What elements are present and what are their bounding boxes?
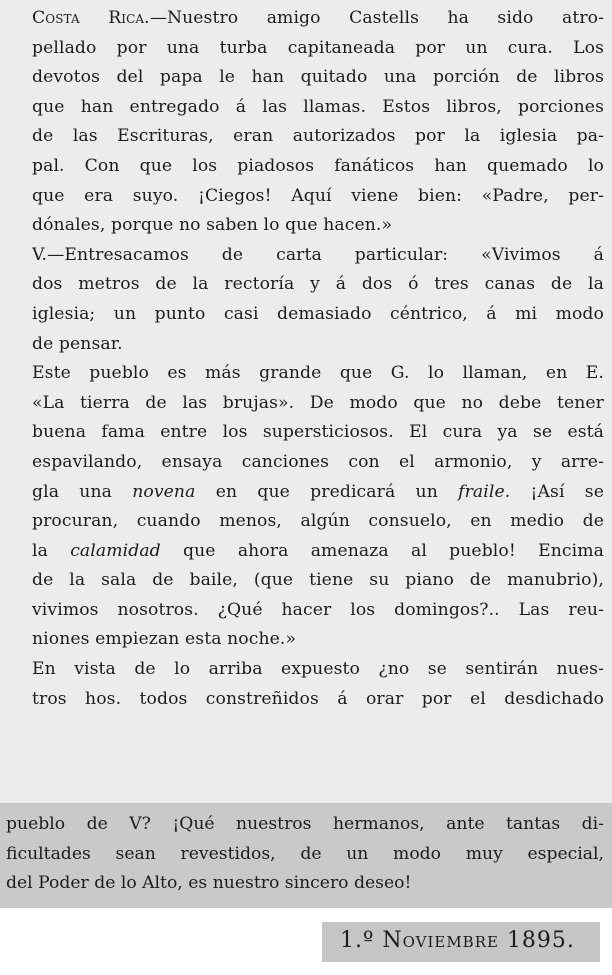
text-run: ¡Así se	[510, 481, 604, 502]
text-run: la	[32, 540, 71, 561]
text-line: devotos del papa le han quitado una porción de libros	[32, 67, 604, 88]
text-line: del Poder de lo Alto, es nuestro sincero deseo!	[6, 873, 412, 894]
article-body-continued	[6, 810, 604, 899]
text-line: de las Escrituras, eran autorizados por la iglesia pa-	[32, 126, 604, 147]
text-line: ficultades sean revestidos, de un modo muy especial,	[6, 843, 604, 864]
section-heading: Costa Rica.	[32, 8, 150, 28]
paragraph-costa-rica	[6, 4, 604, 241]
text-line: vivimos nosotros. ¿Qué hacer los domingos?.. Las reu-	[32, 599, 604, 620]
text-line	[6, 537, 604, 567]
text-line: pueblo de V? ¡Qué nuestros hermanos, ante tantas di-	[6, 814, 604, 834]
text-line: En vista de lo arriba expuesto ¿no se sentirán nues-	[32, 659, 604, 680]
text-line: de pensar.	[32, 333, 123, 354]
text-line: que era suyo. ¡Ciegos! Aquí viene bien: «Padre, per-	[32, 185, 604, 206]
text-line: dos metros de la rectoría y á dos ó tres canas de la	[32, 274, 604, 295]
italic-word: fraile.	[458, 481, 511, 502]
text-line: V.—Entresacamos de carta particular: «Vivimos á	[32, 244, 604, 265]
text-run: gla una	[32, 481, 133, 502]
text-run: —Nuestro amigo Castells ha sido atro-	[149, 8, 604, 28]
text-line: que han entregado á las llamas. Estos libros, porciones	[32, 96, 604, 117]
text-line: «La tierra de las brujas». De modo que no debe tener	[32, 392, 604, 413]
text-run: en que predicará un	[195, 481, 459, 502]
text-run: que ahora amenaza al pueblo! Encima	[160, 540, 604, 561]
paragraph-v-letter	[6, 241, 604, 359]
article-body	[6, 4, 604, 714]
paragraph-pueblo	[6, 359, 604, 655]
text-line	[6, 4, 604, 34]
text-line: tros hos. todos constreñidos á orar por el desdichado	[32, 688, 604, 709]
text-line: dónales, porque no saben lo que hacen.»	[32, 215, 393, 236]
text-line: buena fama entre los supersticiosos. El cura ya se está	[32, 422, 604, 443]
text-line: procuran, cuando menos, algún consuelo, en medio de	[32, 511, 604, 532]
date-stamp: 1.º Noviembre 1895.	[340, 928, 575, 953]
text-line	[6, 478, 604, 508]
text-line: Este pueblo es más grande que G. lo llaman, en E.	[32, 363, 604, 384]
text-line: espavilando, ensaya canciones con el armonio, y arre-	[32, 451, 604, 472]
text-line: pellado por una turba capitaneada por un cura. Los	[32, 37, 604, 58]
text-line: pal. Con que los piadosos fanáticos han quemado lo	[32, 155, 604, 176]
text-line: niones empiezan esta noche.»	[32, 629, 297, 650]
italic-word: calamidad	[70, 540, 161, 561]
italic-word: novena	[132, 481, 196, 502]
text-line: de la sala de baile, (que tiene su piano de manubrio),	[32, 570, 604, 591]
text-line: iglesia; un punto casi demasiado céntrico, á mi modo	[32, 303, 604, 324]
paragraph-conclusion-start	[6, 655, 604, 714]
